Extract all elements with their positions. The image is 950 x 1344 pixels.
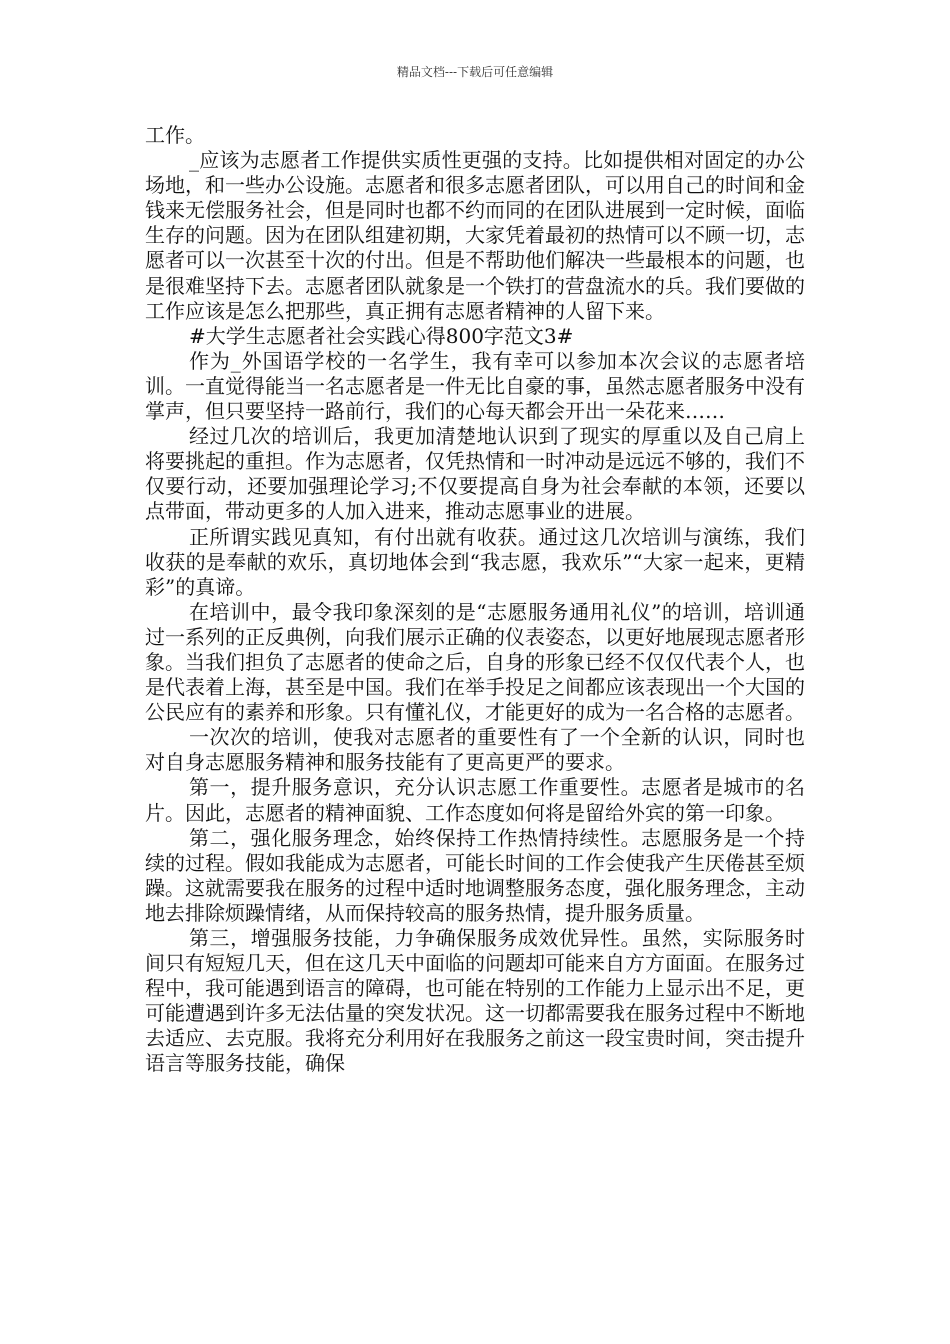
paragraph: 第一，提升服务意识，充分认识志愿工作重要性。志愿者是城市的名片。因此，志愿者的精神面貌、工作态度如何将是留给外宾的第一印象。 bbox=[145, 775, 805, 825]
paragraph: 第二，强化服务理念，始终保持工作热情持续性。志愿服务是一个持续的过程。假如我能成为志愿者，可能长时间的工作会使我产生厌倦甚至烦躁。这就需要我在服务的过程中适时地调整服务态度，强化服务理念，主动地去排除烦躁情绪，从而保持较高的服务热情，提升服务质量。 bbox=[145, 825, 805, 925]
paragraph: 第三，增强服务技能，力争确保服务成效优异性。虽然，实际服务时间只有短短几天，但在这几天中面临的问题却可能来自方方面面。在服务过程中，我可能遇到语言的障碍，也可能在特别的工作能力上显示出不足，更可能遭遇到许多无法估量的突发状况。这一切都需要我在服务过程中不断地去适应、去克服。我将充分利用好在我服务之前这一段宝贵时间，突击提升语言等服务技能，确保 bbox=[145, 926, 805, 1076]
paragraph: _应该为志愿者工作提供实质性更强的支持。比如提供相对固定的办公场地，和一些办公设施。志愿者和很多志愿者团队，可以用自己的时间和金钱来无偿服务社会，但是同时也都不约而同的在团队进展到一定时候，面临生存的问题。因为在团队组建初期，大家凭着最初的热情可以不顾一切，志愿者可以一次甚至十次的付出。但是不帮助他们解决一些最根本的问题，也是很难坚持下去。志愿者团队就象是一个铁打的营盘流水的兵。我们要做的工作应该是怎么把那些，真正拥有志愿者精神的人留下来。 bbox=[145, 148, 805, 323]
paragraph: 经过几次的培训后，我更加清楚地认识到了现实的厚重以及自己肩上将要挑起的重担。作为志愿者，仅凭热情和一时冲动是远远不够的，我们不仅要行动，还要加强理论学习;不仅要提高自身为社会奉献的本领，还要以点带面，带动更多的人加入进来，推动志愿事业的进展。 bbox=[145, 424, 805, 524]
paragraph: 一次次的培训，使我对志愿者的重要性有了一个全新的认识，同时也对自身志愿服务精神和服务技能有了更高更严的要求。 bbox=[145, 725, 805, 775]
paragraph: 正所谓实践见真知，有付出就有收获。通过这几次培训与演练，我们收获的是奉献的欢乐，真切地体会到“我志愿，我欢乐”“大家一起来，更精彩”的真谛。 bbox=[145, 524, 805, 599]
paragraph: 工作。 bbox=[145, 123, 205, 147]
page-header: 精品文档---下载后可任意编辑 bbox=[396, 65, 554, 79]
section-heading: #大学生志愿者社会实践心得800字范文3# bbox=[189, 323, 574, 348]
paragraph: 作为_外国语学校的一名学生，我有幸可以参加本次会议的志愿者培训。一直觉得能当一名志愿者是一件无比自豪的事，虽然志愿者服务中没有掌声，但只要坚持一路前行，我们的心每天都会开出一朵花来…… bbox=[145, 348, 805, 424]
paragraph: 在培训中，最令我印象深刻的是“志愿服务通用礼仪”的培训，培训通过一系列的正反典例，向我们展示正确的仪表姿态，以更好地展现志愿者形象。当我们担负了志愿者的使命之后，自身的形象已经不仅仅代表个人，也是代表着上海，甚至是中国。我们在举手投足之间都应该表现出一个大国的公民应有的素养和形象。只有懂礼仪，才能更好的成为一名合格的志愿者。 bbox=[145, 599, 805, 725]
document-body bbox=[145, 123, 805, 1077]
